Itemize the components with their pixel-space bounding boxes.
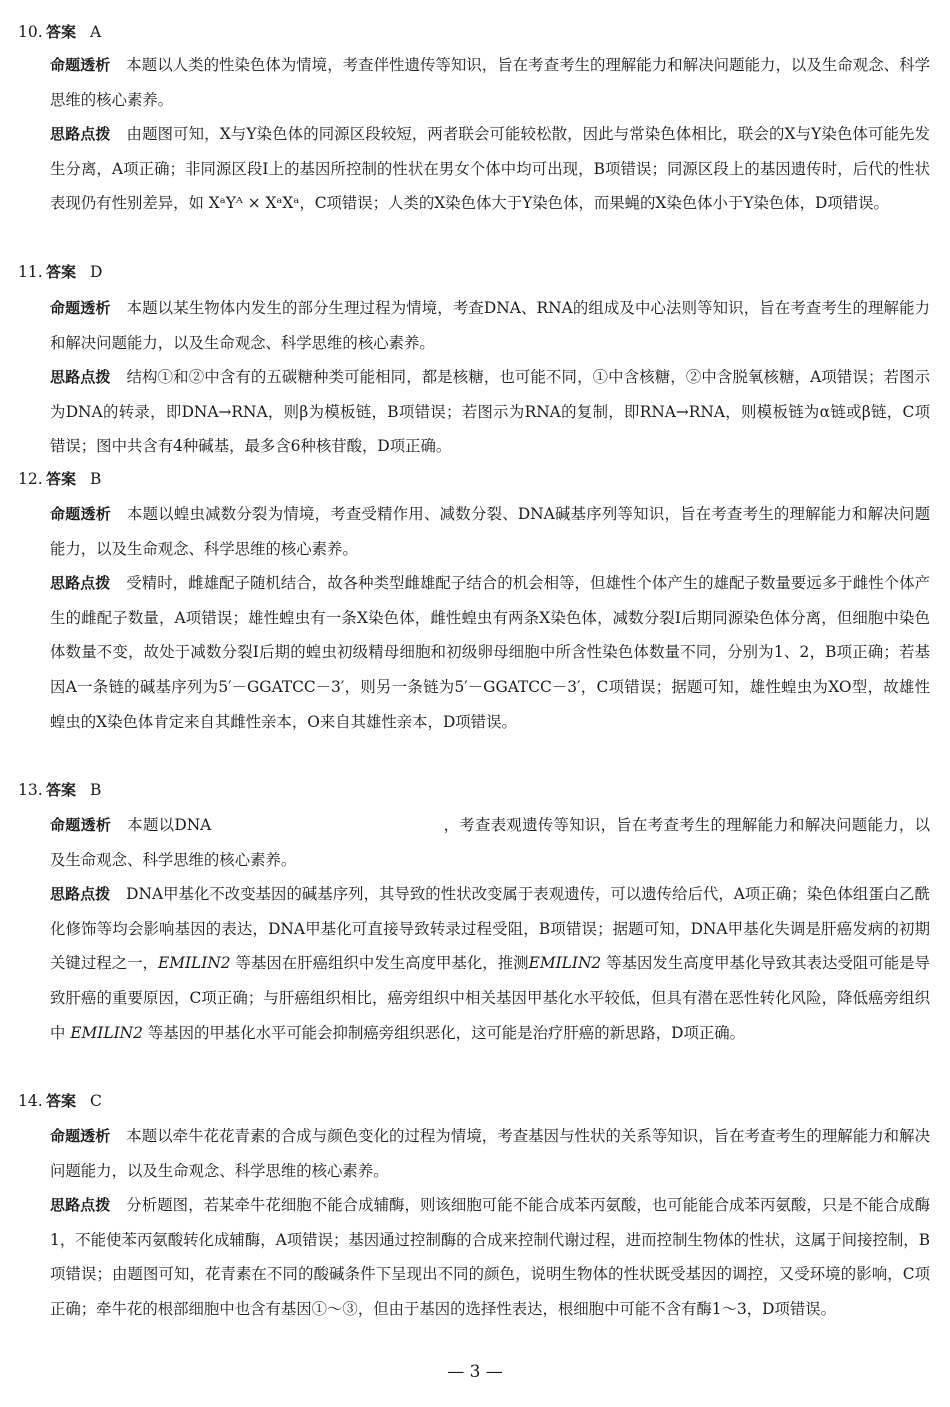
q12-hint-text: 受精时，雌雄配子随机结合，故各种类型雌雄配子结合的机会相等，但雄性个体产生的雄配子数量要远多于雌性个体产生的雌配子数量，A项错误；雄性蝗虫有一条X染色体，雌性蝗虫有两条X染色体，减数分裂Ⅰ后期同源染色体分离，但细胞中染色体数量不变，故处于减数分裂Ⅰ后期的蝗虫初级精母细胞和初级卵母细胞中所含性染色体数量不同，分别为1、2，B项正确；若基因A一条链的碱基序列为5′－GGATCC－3′，则另一条链为5′－GGATCC－3′，C项错误；据题可知，雄性蝗虫为XO型，故雄性蝗虫的X染色体肯定来自其雌性亲本，O来自其雄性亲本，D项错误。 [50,574,930,731]
q10-analysis-text: 本题以人类的性染色体为情境，考查伴性遗传等知识，旨在考查考生的理解能力和解决问题能力，以及生命观念、科学思维的核心素养。 [50,56,930,109]
q13-number: 13. [18,781,43,799]
q10-number: 10. [18,23,43,41]
q13-analysis-label: 命题透析 [50,816,112,834]
q14-hint-text: 分析题图，若某牵牛花细胞不能合成辅酶，则该细胞可能不能合成苯丙氨酸，也可能能合成苯丙氨酸，只是不能合成酶1，不能使苯丙氨酸转化成辅酶，A项错误；基因通过控制酶的合成来控制代谢过程，进而控制生物体的性状，这属于间接控制，B项错误；由题图可知，花青素在不同的酸碱条件下呈现出不同的颜色，说明生物体的性状既受基因的调控，又受环境的影响，C项正确；牵牛花的根部细胞中也含有基因①～③，但由于基因的选择性表达，根细胞中可能不含有酶1～3，D项错误。 [50,1196,930,1319]
q10-hint-text: 由题图可知，X与Y染色体的同源区段较短，两者联会可能较松散，因此与常染色体相比，联会的X与Y染色体可能先发生分离，A项正确；非同源区段Ⅰ上的基因所控制的性状在男女个体中均可出现，B项错误；同源区段上的基因遗传时，后代的性状表现仍有性别差异，如 XᵃYᴬ × XᵃXᵃ，C项错误；人类的X染色体大于Y染色体，而果蝇的X染色体小于Y染色体，D项错误。 [50,125,930,213]
q11-hint [50,360,930,464]
q11-analysis-label: 命题透析 [50,299,111,317]
q13-analysis [50,808,930,877]
q11-hint-label: 思路点拨 [50,368,111,386]
q11-answer-value: D [90,263,103,281]
q14-answer-line [18,1090,102,1112]
q12-answer-label: 答案 [46,470,77,488]
q12-hint-label: 思路点拨 [50,574,111,592]
q11-answer-label: 答案 [46,263,77,281]
q14-answer-label: 答案 [46,1092,77,1110]
q10-hint-label: 思路点拨 [50,125,111,143]
q13-hint [50,877,930,1051]
q14-hint [50,1188,930,1327]
q14-analysis-text: 本题以牵牛花花青素的合成与颜色变化的过程为情境，考查基因与性状的关系等知识，旨在考查考生的理解能力和解决问题能力，以及生命观念、科学思维的核心素养。 [50,1127,930,1180]
q13-analysis-text-b: ，考查表观遗传等知识，旨在考查考生的理解能力和解决问题能力，以及生命观念、科学思维的核心素养。 [50,816,930,869]
q14-answer-value: C [90,1092,102,1110]
q11-number: 11. [18,263,43,281]
q12-analysis-text: 本题以蝗虫减数分裂为情境，考查受精作用、减数分裂、DNA碱基序列等知识，旨在考查考生的理解能力和解决问题能力，以及生命观念、科学思维的核心素养。 [50,505,930,558]
page-number: — 3 — [447,1362,503,1382]
q10-answer-label: 答案 [46,23,77,41]
q10-analysis-label: 命题透析 [50,56,111,74]
q13-gene-name-3: EMILIN2 [70,1023,143,1042]
q10-hint [50,117,930,221]
q13-answer-line [18,779,101,801]
q13-answer-label: 答案 [46,781,77,799]
q13-hint-text-4: 等基因的甲基化水平可能会抑制癌旁组织恶化，这可能是治疗肝癌的新思路，D项正确。 [147,1023,746,1042]
q13-hint-text-1: DNA甲基化不改变基因的碱基序列，其导致的性状改变属于表观遗传，可以遗传给后代，A项正确；染色体组蛋白乙酰化修饰等均会影响基因的表达，DNA甲基化可直接导致转录过程受阻，B项错误；据题可知，DNA甲基化失调是肝癌发病的初期关键过程之一， [50,885,930,973]
q11-answer-line [18,261,102,283]
q10-analysis [50,48,930,117]
q12-analysis [50,497,930,566]
q13-hint-text-3: 等基因发生高度甲基化导致其表达受阻可能是导致肝癌的重要原因，C项正确；与肝癌组织相比，癌旁组织中相关基因甲基化水平较低，但具有潜在恶性转化风险，降低癌旁组织中 [50,954,930,1042]
q13-gene-name-1: EMILIN2 [157,954,231,973]
q13-answer-value: B [90,781,102,799]
q13-hint-text-2: 等基因在肝癌组织中发生高度甲基化，推测 [235,954,529,973]
q12-hint [50,566,930,740]
q14-analysis [50,1119,930,1188]
q12-answer-line [18,468,101,490]
q11-hint-text: 结构①和②中含有的五碳糖种类可能相同，都是核糖，也可能不同，①中含核糖，②中含脱氧核糖，A项错误；若图示为DNA的转录，即DNA→RNA，则β为模板链，B项错误；若图示为RNA的复制，即RNA→RNA，则模板链为α链或β链，C项错误；图中共含有4种碱基，最多含6种核苷酸，D项正确。 [50,368,930,456]
q12-answer-value: B [90,470,102,488]
q11-analysis-text: 本题以某生物体内发生的部分生理过程为情境，考查DNA、RNA的组成及中心法则等知识，旨在考查考生的理解能力和解决问题能力，以及生命观念、科学思维的核心素养。 [50,299,930,352]
q10-answer-line [18,21,101,43]
q12-number: 12. [18,470,43,488]
q13-gene-name-2: EMILIN2 [528,954,602,973]
q11-analysis [50,291,930,360]
q13-analysis-text-a: 本题以DNA [127,816,212,834]
q14-hint-label: 思路点拨 [50,1196,111,1214]
q10-answer-value: A [90,23,102,41]
q14-number: 14. [18,1092,43,1110]
q12-analysis-label: 命题透析 [50,505,111,523]
q14-analysis-label: 命题透析 [50,1127,111,1145]
q13-hint-label: 思路点拨 [50,885,111,903]
